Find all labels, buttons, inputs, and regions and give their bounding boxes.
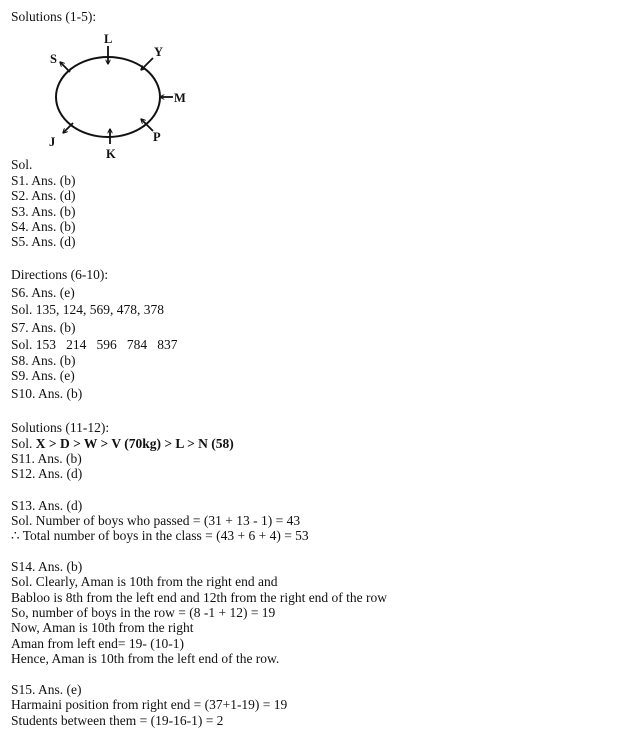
solution-s14-line4: Now, Aman is 10th from the right bbox=[11, 620, 194, 635]
solutions-11-12-heading: Solutions (11-12): bbox=[11, 420, 110, 435]
sol-prefix: Sol. bbox=[11, 436, 36, 451]
answer-s8: S8. Ans. (b) bbox=[11, 353, 76, 368]
solution-s15-line2: Students between them = (19-16-1) = 2 bbox=[11, 713, 224, 728]
answer-s9: S9. Ans. (e) bbox=[11, 368, 75, 383]
weight-order: X > D > W > V (70kg) > L > N (58) bbox=[35, 436, 234, 451]
solution-s13-line1: Sol. Number of boys who passed = (31 + 13 - 1) = 43 bbox=[11, 513, 301, 528]
answer-s10: S10. Ans. (b) bbox=[11, 386, 83, 401]
arrow-y bbox=[141, 58, 153, 70]
solution-s15-line1: Harmaini position from right end = (37+1-19) = 19 bbox=[11, 697, 288, 712]
solution-s14-line5: Aman from left end= 19- (10-1) bbox=[11, 636, 184, 651]
solution-s14-line6: Hence, Aman is 10th from the left end of the row. bbox=[11, 651, 280, 666]
arrow-s bbox=[60, 62, 70, 72]
solution-s6: Sol. 135, 124, 569, 478, 378 bbox=[11, 302, 165, 317]
label-k: K bbox=[106, 147, 116, 161]
answer-s6: S6. Ans. (e) bbox=[11, 285, 75, 300]
solution-s14-line2: Babloo is 8th from the left end and 12th from the right end of the row bbox=[11, 590, 388, 605]
answer-s3: S3. Ans. (b) bbox=[11, 204, 76, 219]
solution-s14-line3: So, number of boys in the row = (8 -1 + 12) = 19 bbox=[11, 605, 276, 620]
label-s: S bbox=[50, 52, 57, 66]
answer-s4: S4. Ans. (b) bbox=[11, 219, 76, 234]
answer-s11: S11. Ans. (b) bbox=[11, 451, 82, 466]
arrow-j bbox=[63, 123, 73, 133]
sol-label-1-5: Sol. bbox=[11, 157, 33, 172]
solution-s7: Sol. 153 214 596 784 837 bbox=[11, 337, 178, 352]
answer-s5: S5. Ans. (d) bbox=[11, 234, 76, 249]
solutions-1-5-heading: Solutions (1-5): bbox=[11, 9, 97, 24]
directions-6-10-heading: Directions (6-10): bbox=[11, 267, 109, 282]
label-y: Y bbox=[154, 45, 164, 59]
answer-s7: S7. Ans. (b) bbox=[11, 320, 76, 335]
label-p: P bbox=[153, 130, 161, 144]
answer-s1: S1. Ans. (b) bbox=[11, 173, 76, 188]
answer-s13: S13. Ans. (d) bbox=[11, 498, 83, 513]
solution-11-12 bbox=[11, 436, 234, 452]
circular-seating-diagram bbox=[40, 28, 200, 163]
answer-s12: S12. Ans. (d) bbox=[11, 466, 83, 481]
label-m: M bbox=[174, 91, 186, 105]
answer-s15: S15. Ans. (e) bbox=[11, 682, 82, 697]
answer-s2: S2. Ans. (d) bbox=[11, 188, 76, 203]
label-j: J bbox=[49, 135, 56, 149]
solution-s14-line1: Sol. Clearly, Aman is 10th from the right end and bbox=[11, 574, 278, 589]
label-l: L bbox=[104, 32, 113, 46]
answer-s14: S14. Ans. (b) bbox=[11, 559, 83, 574]
solution-s13-line2: ∴ Total number of boys in the class = (43 + 6 + 4) = 53 bbox=[11, 528, 309, 543]
